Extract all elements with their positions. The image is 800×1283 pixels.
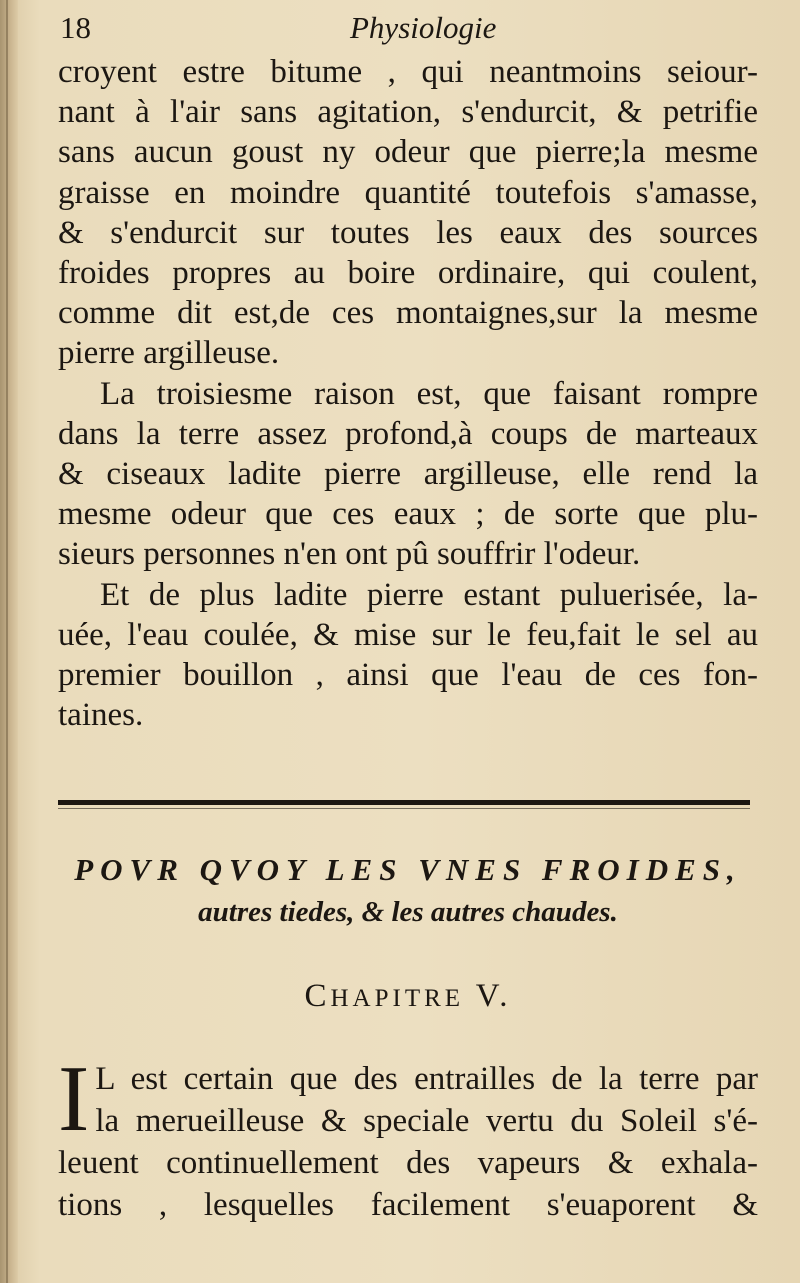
paragraph-2: [58, 374, 758, 575]
drop-cap: I: [58, 1047, 90, 1151]
text-line: Et de plus ladite pierre estant puluerisée, la-: [100, 576, 758, 613]
section-title-line-1: POVR QVOY LES VNES FROIDES,: [74, 852, 742, 887]
paragraph-3: [58, 575, 758, 736]
text-line: tions , lesquelles facilement s'euaporent &: [58, 1187, 758, 1223]
text-line: uée, l'eau coulée, & mise sur le feu,fait le sel au: [58, 616, 758, 653]
text-line: sans aucun goust ny odeur que pierre;la mesme: [58, 134, 758, 171]
paragraph-1: [58, 52, 758, 374]
section-rule: [58, 800, 750, 805]
text-line: mesme odeur que ces eaux ; de sorte que plu-: [58, 496, 758, 533]
text-line: L est certain que des entrailles de la terre par: [95, 1061, 758, 1097]
text-line: froides propres au boire ordinaire, qui coulent,: [58, 255, 758, 292]
body-text: [58, 52, 758, 735]
text-line: leuent continuellement des vapeurs & exhala-: [58, 1145, 758, 1181]
chapter-label: HAPITRE: [330, 985, 465, 1012]
text-line: croyent estre bitume , qui neantmoins seiour-: [58, 54, 758, 90]
book-gutter: [0, 0, 18, 1283]
chapter-body: [58, 1047, 758, 1226]
section-rule-thin: [58, 808, 750, 809]
page-number: 18: [60, 10, 91, 45]
text-line: premier bouillon , ainsi que l'eau de ces fon-: [58, 657, 758, 694]
chapter-heading: [58, 978, 758, 1015]
text-line: sieurs personnes n'en ont pû souffrir l'odeur.: [58, 536, 641, 573]
text-line: & ciseaux ladite pierre argilleuse, elle rend la: [58, 456, 758, 493]
text-line: la merueilleuse & speciale vertu du Soleil s'é-: [95, 1103, 758, 1139]
text-line: nant à l'air sans agitation, s'endurcit, & petrifie: [58, 94, 758, 131]
text-line: taines.: [58, 697, 144, 734]
section-title-line-2: autres tiedes, & les autres chaudes.: [198, 896, 618, 928]
text-line: La troisiesme raison est, que faisant rompre: [100, 375, 758, 412]
running-head: Physiologie: [350, 10, 497, 45]
text-line: pierre argilleuse.: [58, 335, 280, 372]
text-line: graisse en moindre quantité toutefois s'amasse,: [58, 174, 758, 211]
text-line: comme dit est,de ces montaignes,sur la mesme: [58, 295, 758, 332]
page-header: [58, 10, 750, 50]
chapter-number: V.: [475, 978, 512, 1014]
section-title: [58, 850, 758, 934]
chapter-initial: C: [304, 978, 331, 1014]
text-line: & s'endurcit sur toutes les eaux des sources: [58, 214, 758, 251]
text-line: dans la terre assez profond,à coups de marteaux: [58, 415, 758, 452]
